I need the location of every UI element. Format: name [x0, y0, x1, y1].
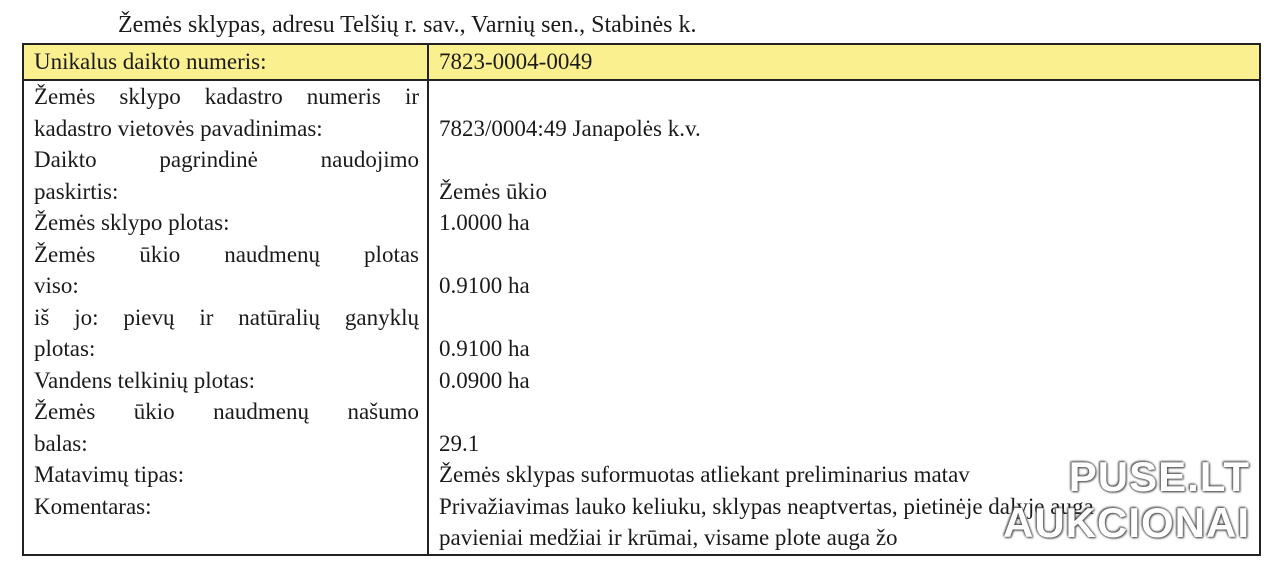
- watermark-line1: PUSE.LT: [1068, 453, 1250, 500]
- value-line: Privažiavimas lauko keliuku, sklypas neaptvertas, pietinėje dalyje auga: [439, 493, 1094, 519]
- labels-column: [23, 80, 428, 555]
- label-line: Žemės ūkio naudmenų našumo: [34, 399, 419, 424]
- value-line: [439, 302, 1251, 334]
- value-line: [439, 396, 1251, 428]
- value-line: 1.0000 ha: [439, 210, 530, 235]
- label-line: Daikto pagrindinė naudojimo: [34, 147, 419, 172]
- table-header-row: [23, 44, 1260, 80]
- unique-number-value: 7823-0004-0049: [428, 44, 1260, 80]
- label-line: Žemės ūkio naudmenų plotas: [34, 241, 419, 267]
- value-line: 0.9100 ha: [439, 273, 530, 298]
- value-line: 0.9100 ha: [439, 336, 530, 361]
- label-line-spacer: [34, 522, 419, 554]
- label-line: Vandens telkinių plotas:: [34, 367, 256, 393]
- label-line: kadastro vietovės pavadinimas:: [34, 115, 323, 141]
- label-line: paskirtis:: [34, 178, 119, 204]
- watermark-logo: [1003, 454, 1250, 546]
- unique-number-label: Unikalus daikto numeris:: [23, 44, 428, 80]
- value-line: [439, 239, 1251, 271]
- value-line: 29.1: [439, 430, 480, 456]
- label-line: iš jo: pievų ir natūralių ganyklų: [34, 304, 419, 330]
- label-line: Žemės sklypo kadastro numeris ir: [34, 84, 419, 109]
- value-line: 0.0900 ha: [439, 367, 530, 393]
- value-line: Žemės ūkio: [439, 178, 547, 204]
- value-line: Žemės sklypas suformuotas atliekant preliminarius matav: [439, 462, 970, 487]
- label-line: plotas:: [34, 336, 96, 361]
- value-line: pavieniai medžiai ir krūmai, visame plote auga žo: [439, 525, 898, 550]
- value-line: 7823/0004:49 Janapolės k.v.: [439, 115, 701, 141]
- label-line: balas:: [34, 430, 88, 456]
- document-title: Žemės sklypas, adresu Telšių r. sav., Varnių sen., Stabinės k.: [118, 12, 697, 38]
- value-line: [439, 144, 1251, 176]
- watermark-line2: AUKCIONAI: [1003, 499, 1250, 546]
- label-line: Matavimų tipas:: [34, 462, 185, 487]
- label-line: viso:: [34, 273, 79, 298]
- label-line: Komentaras:: [34, 493, 152, 519]
- label-line: Žemės sklypo plotas:: [34, 210, 230, 235]
- value-line: [439, 81, 1251, 113]
